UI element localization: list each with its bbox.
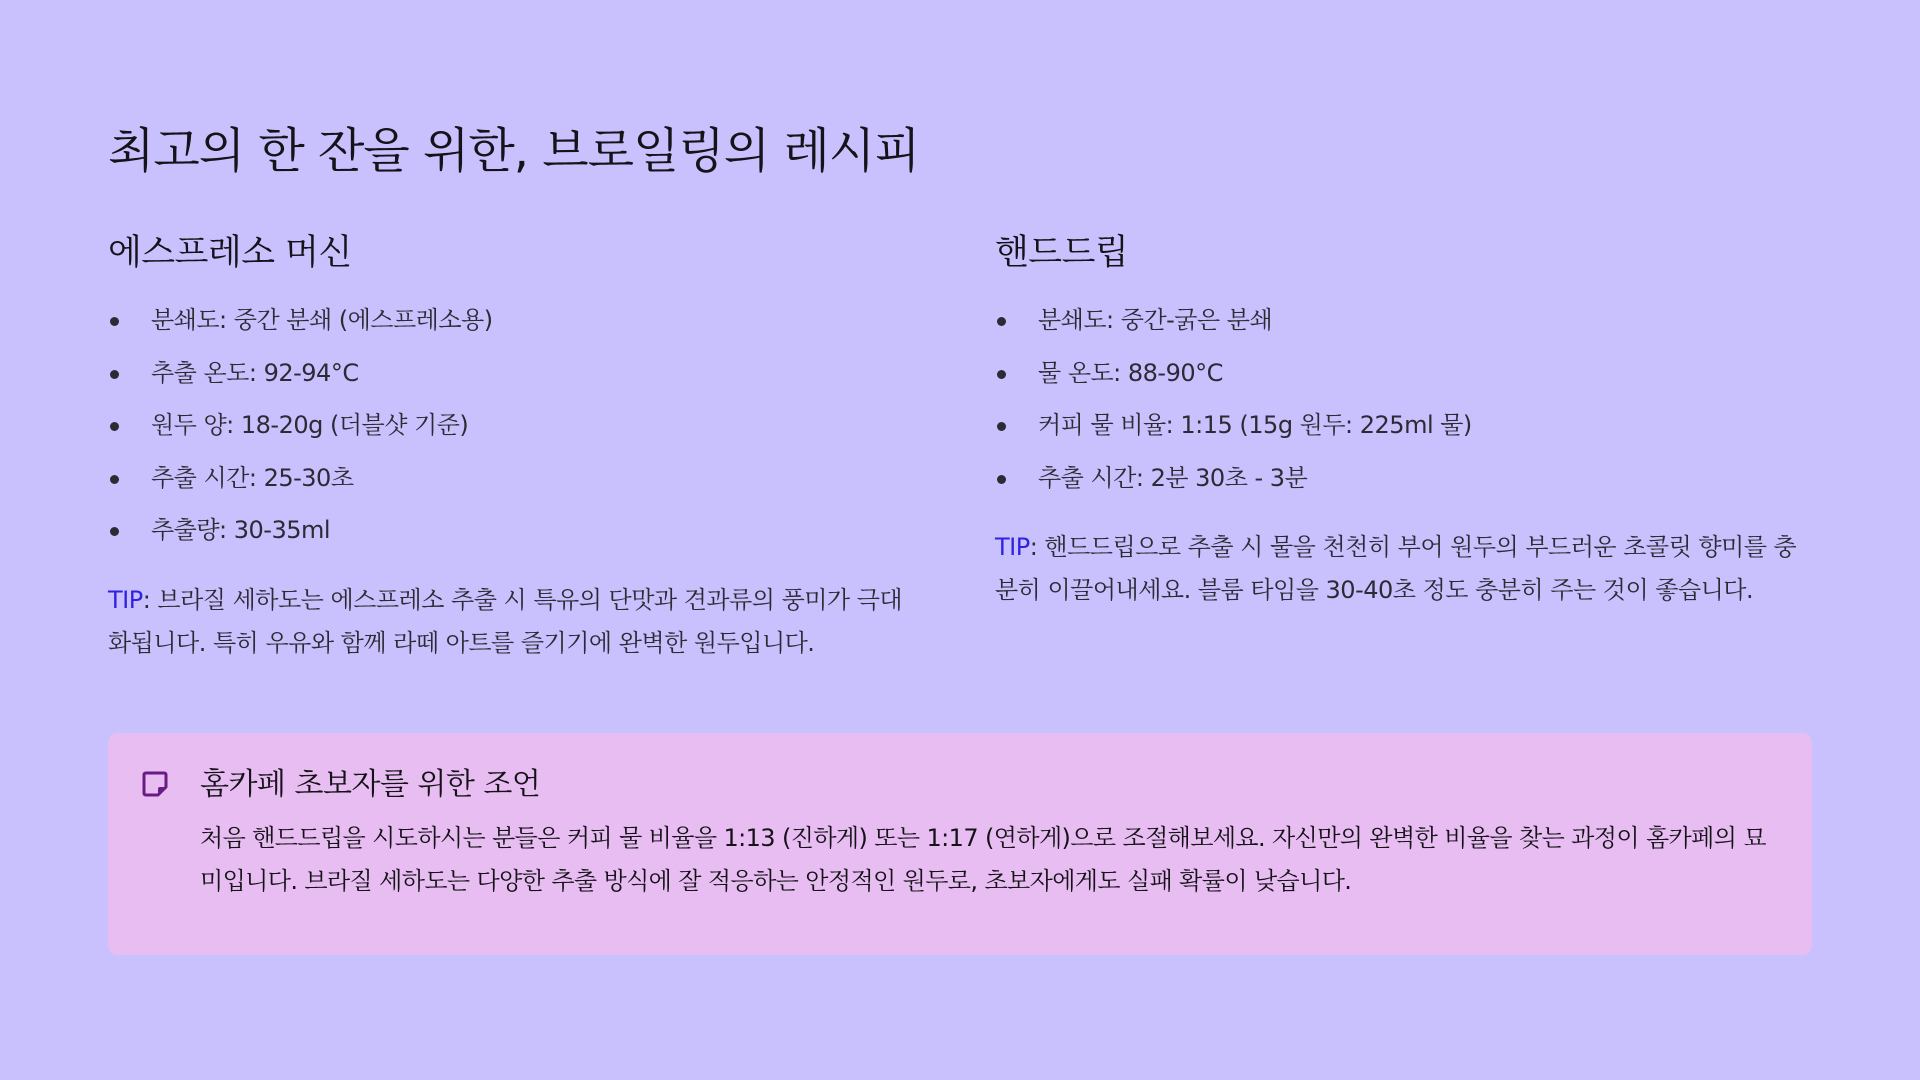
list-item [108,452,917,505]
recipe-columns [108,228,1812,665]
tip-text: : 핸드드립으로 추출 시 물을 천천히 부어 원두의 부드러운 초콜릿 향미를 충분히 이끌어내세요. 블룸 타임을 30-40초 정도 충분히 주는 것이 좋습니다. [995,533,1797,604]
list-item-text: 커피 물 비율: 1:15 (15g 원두: 225ml 물) [1038,411,1472,439]
list-item [995,452,1804,505]
list-item-text: 추출 온도: 92-94°C [151,358,359,387]
espresso-heading: 에스프레소 머신 [108,233,352,273]
espresso-tip [108,579,917,665]
bullet-icon [110,475,119,484]
list-item [108,504,917,557]
list-item [108,294,917,347]
list-item-text: 물 온도: 88-90°C [1038,358,1223,387]
bullet-icon [110,370,119,379]
hand-drip-tip [995,526,1804,612]
bullet-icon [110,527,119,536]
bullet-icon [997,370,1006,379]
list-item [108,347,917,400]
list-item-text: 원두 양: 18-20g (더블샷 기준) [151,411,469,439]
hand-drip-heading: 핸드드립 [995,233,1129,273]
list-item-text: 추출 시간: 25-30초 [151,463,354,492]
bullet-icon [110,422,119,431]
bullet-icon [997,422,1006,431]
beginner-advice-callout [108,733,1812,955]
list-item [995,399,1804,452]
callout-body: 처음 핸드드립을 시도하시는 분들은 커피 물 비율을 1:13 (진하게) 또는 1:17 (연하게)으로 조절해보세요. 자신만의 완벽한 비율을 찾는 과정이 홈카페의 묘미입니다. 브라질 세하도는 다양한 추출 방식에 잘 적응하는 안정적인 원두로, 초보자에게도 실패 확률이 낮습니다. [200,824,1766,895]
bullet-icon [110,317,119,326]
tip-text: : 브라질 세하도는 에스프레소 추출 시 특유의 단맛과 견과류의 풍미가 극대화됩니다. 특히 우유와 함께 라떼 아트를 즐기기에 완벽한 원두입니다. [108,585,903,657]
list-item-text: 추출 시간: 2분 30초 - 3분 [1038,463,1308,492]
tip-label: TIP [995,533,1030,561]
sticky-note-icon [140,769,170,799]
tip-label: TIP [108,585,143,614]
page-title: 최고의 한 잔을 위한, 브로일링의 레시피 [108,123,920,179]
bullet-icon [997,317,1006,326]
list-item-text: 분쇄도: 중간 분쇄 (에스프레소용) [151,306,493,334]
callout-title: 홈카페 초보자를 위한 조언 [200,767,541,802]
list-item-text: 추출량: 30-35ml [151,516,331,544]
hand-drip-list [995,294,1804,504]
hand-drip-column [995,228,1804,665]
bullet-icon [997,475,1006,484]
list-item [995,347,1804,400]
list-item-text: 분쇄도: 중간-굵은 분쇄 [1038,306,1273,334]
list-item [108,399,917,452]
espresso-column [108,228,917,665]
espresso-list [108,294,917,557]
list-item [995,294,1804,347]
